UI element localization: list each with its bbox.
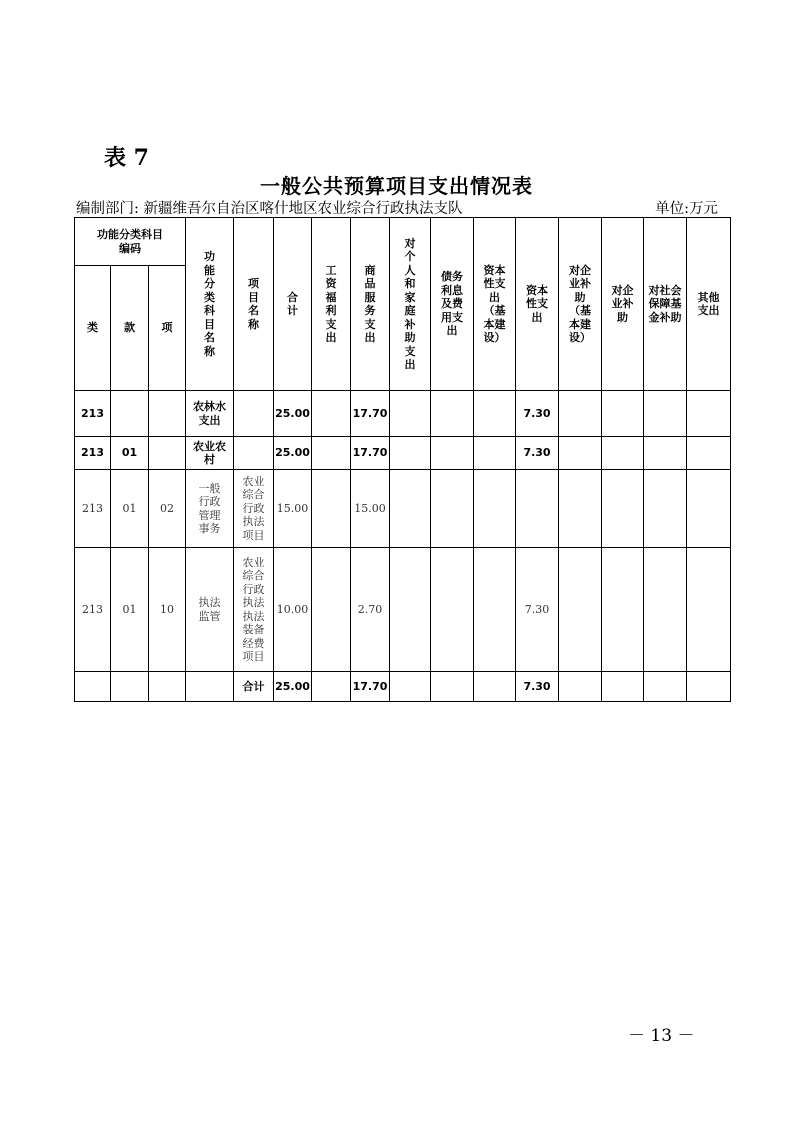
row-total: 15.00 [274,470,312,548]
row-enterprise [602,548,644,672]
row-wage [312,470,351,548]
row-debt [431,391,474,437]
goods-header: 商品服务支出 [351,218,390,391]
row-lei: 213 [75,391,111,437]
row-func-name: 农业农村 [186,437,234,470]
table-row [75,470,731,548]
row-capital-basic [474,470,516,548]
row-func-name: 一般行政管理事务 [186,470,234,548]
row-goods: 17.70 [351,391,390,437]
row-social [644,391,687,437]
expenditure-table [74,217,731,702]
row-capital-basic [474,548,516,672]
row-other [687,470,731,548]
func-name-header: 功能分类科目名称 [186,218,234,391]
total-amount: 25.00 [274,672,312,702]
row-capital: 7.30 [516,391,559,437]
func-code-header: 功能分类科目编码 [75,218,186,266]
row-debt [431,548,474,672]
row-capital: 7.30 [516,548,559,672]
row-enterprise-basic [559,437,602,470]
row-project: 农业综合行政执法项目 [234,470,274,548]
kuan-header: 款 [111,266,149,391]
row-total: 25.00 [274,437,312,470]
row-other [687,437,731,470]
table-row [75,391,731,437]
row-debt [431,470,474,548]
row-personal [390,437,431,470]
row-social [644,548,687,672]
enterprise-header: 对企业补助 [602,218,644,391]
row-capital [516,470,559,548]
row-total: 10.00 [274,548,312,672]
unit-label: 单位:万元 [655,201,718,217]
row-personal [390,470,431,548]
row-project [234,391,274,437]
row-other [687,391,731,437]
row-capital-basic [474,437,516,470]
wage-header: 工资福利支出 [312,218,351,391]
debt-header: 债务利息及费用支出 [431,218,474,391]
row-xiang: 10 [149,548,186,672]
row-kuan: 01 [111,470,149,548]
row-wage [312,437,351,470]
row-project [234,437,274,470]
row-xiang [149,437,186,470]
lei-header: 类 [75,266,111,391]
row-personal [390,391,431,437]
department-label: 编制部门: 新疆维吾尔自治区喀什地区农业综合行政执法支队 [76,201,463,217]
row-enterprise [602,470,644,548]
row-enterprise-basic [559,470,602,548]
row-func-name: 农林水支出 [186,391,234,437]
row-goods: 17.70 [351,437,390,470]
xiang-header: 项 [149,266,186,391]
row-goods: 15.00 [351,470,390,548]
total-header: 合计 [274,218,312,391]
row-personal [390,548,431,672]
row-debt [431,437,474,470]
total-row [75,672,731,702]
personal-header: 对个人和家庭补助支出 [390,218,431,391]
row-enterprise-basic [559,391,602,437]
row-xiang [149,391,186,437]
row-goods: 2.70 [351,548,390,672]
report-title: 一般公共预算项目支出情况表 [260,174,533,198]
total-capital: 7.30 [516,672,559,702]
row-wage [312,548,351,672]
row-enterprise [602,391,644,437]
row-xiang: 02 [149,470,186,548]
row-wage [312,391,351,437]
social-header: 对社会保障基金补助 [644,218,687,391]
row-other [687,548,731,672]
capital-header: 资本性支出 [516,218,559,391]
row-enterprise [602,437,644,470]
row-kuan: 01 [111,437,149,470]
row-enterprise-basic [559,548,602,672]
project-name-header: 项目名称 [234,218,274,391]
row-lei: 213 [75,437,111,470]
other-header: 其他支出 [687,218,731,391]
row-social [644,437,687,470]
capital-basic-header: 资本性支出（基本建设） [474,218,516,391]
row-total: 25.00 [274,391,312,437]
row-lei: 213 [75,548,111,672]
row-func-name: 执法监管 [186,548,234,672]
page-number: － 13 － [628,1026,695,1046]
total-label: 合计 [234,672,274,702]
row-kuan [111,391,149,437]
row-kuan: 01 [111,548,149,672]
row-lei: 213 [75,470,111,548]
table-row [75,437,731,470]
row-social [644,470,687,548]
row-capital: 7.30 [516,437,559,470]
row-project: 农业综合行政执法执法装备经费项目 [234,548,274,672]
table-row [75,548,731,672]
row-capital-basic [474,391,516,437]
enterprise-basic-header: 对企业补助（基本建设） [559,218,602,391]
table-number: 表 7 [104,145,149,171]
total-goods: 17.70 [351,672,390,702]
